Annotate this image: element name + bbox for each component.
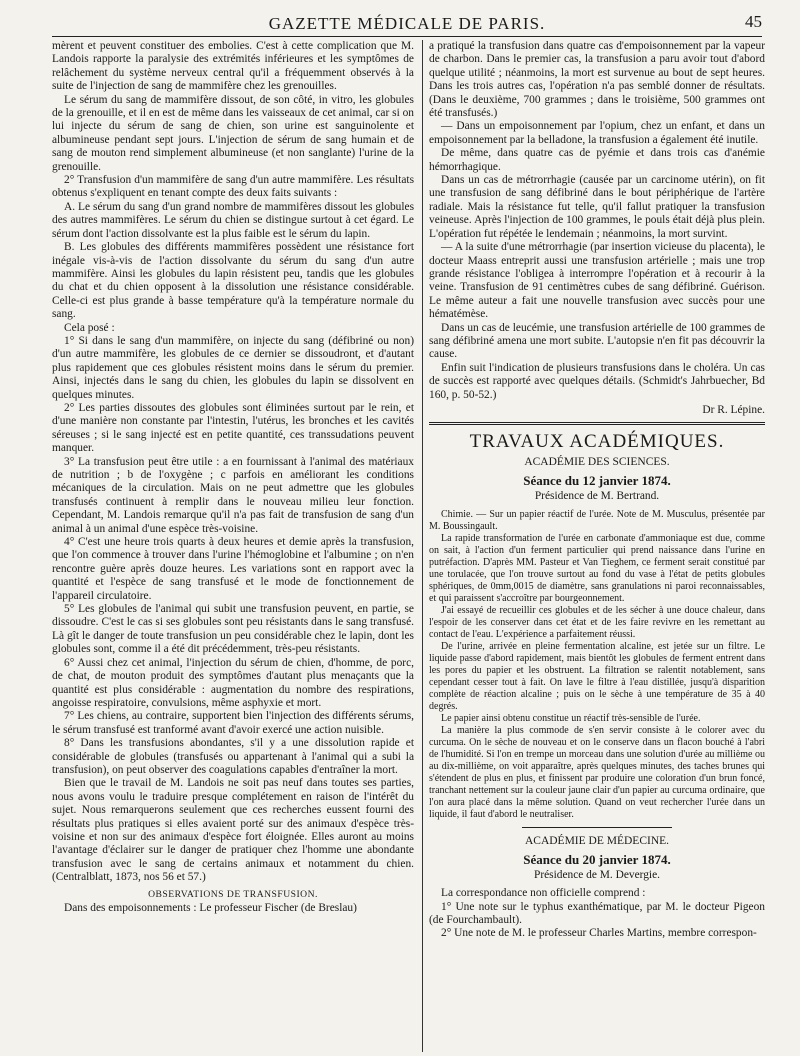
paragraph: a pratiqué la transfusion dans quatre cas d'empoisonnement par la vapeur de charbon. Dans le premier cas, la transfusion a paru avoir tout d'abord quelque utilité ; néanmoins, la mort est survenue au bout de sept heures. Dans les trois autres cas, l'opération n'a pas semblé donner de résultats. (Dans le deuxième, 700 grammes ; dans le troisième, 500 grammes ont été transfusés.) bbox=[429, 40, 765, 120]
paragraph: 1° Si dans le sang d'un mammifère, on injecte du sang (défibriné ou non) d'un autre mammifère, les globules de ce dernier se dissoudront, et d'autant plus rapidement que ces globules résistent moins dans le sérum du premier. Ainsi, injectés dans le sang du chien, les globules du lapin se dissolvent en quelques minutes. bbox=[52, 334, 414, 401]
paragraph: De même, dans quatre cas de pyémie et dans trois cas d'anémie hémorrhagique. bbox=[429, 147, 765, 173]
page-number: 45 bbox=[745, 12, 762, 31]
paragraph: A. Le sérum du sang d'un grand nombre de mammifères dissout les globules des autres mammifères. Le sérum du chien se distingue surtout à cet égard. Le sérum dont l'action dissolvante est la plus faible est le sérum du lapin. bbox=[52, 200, 414, 240]
paragraph: — A la suite d'une métrorrhagie (par insertion vicieuse du placenta), le docteur Maass entreprit aussi une transfusion artérielle ; mais une trop grande résistance l'obligea à interrompre l'opération et à recourir à la veine. Transfusion de 91 centimètres cubes de sang défibriné. Guérison. Le même auteur a fait une nouvelle transfusion avec succès pour une hématémèse. bbox=[429, 241, 765, 321]
paragraph: Enfin suit l'indication de plusieurs transfusions dans le choléra. Un cas de succès est rapporté avec quelques détails. (Schmidt's Jahrbuecher, Bd 160, p. 50-52.) bbox=[429, 361, 765, 401]
paragraph: La correspondance non officielle comprend : bbox=[441, 887, 646, 900]
paragraph: Dans des empoisonnements : Le professeur Fischer (de Breslau) bbox=[64, 902, 357, 914]
paragraph: J'ai essayé de recueillir ces globules et de les sécher à une douce chaleur, dans l'espoir de les conserver dans cet état et de les faire revivre en les remettant au contact de l'eau. L'expérience a parfaitement réussi. bbox=[429, 604, 765, 640]
presidency: Présidence de M. Bertrand. bbox=[534, 490, 660, 503]
academy-name: ACADÉMIE DES SCIENCES. bbox=[524, 456, 670, 469]
section-rule bbox=[522, 827, 672, 828]
paragraph: B. Les globules des différents mammifères possèdent une résistance fort inégale vis-à-vis de l'action dissolvante du sérum du sang d'un autre mammifère. Ainsi les globules du lapin résistent peu, tandis que les globules du chat et du chien opposent à la dissolution une résistance considérable. Celle-ci est plus grande à basse température qu'à la température normale du sang. bbox=[52, 241, 414, 321]
academy-name: ACADÉMIE DE MÉDECINE. bbox=[524, 834, 670, 847]
paragraph: De l'urine, arrivée en pleine fermentation alcaline, est jetée sur un filtre. Le liquide passe d'abord rapidement, mais bientôt les globules de ferment entrent dans les pores du papier et les obstruent. La filtration se ralentit notablement, sans cependant cesser tout à fait. On lave le filtre à l'eau distillée, jusqu'à disparition complète de réaction alcaline ; puis on le sèche à une température de 35 à 40 degrés. bbox=[429, 640, 765, 712]
paragraph: Cela posé : bbox=[64, 321, 115, 334]
paragraph: 2° Transfusion d'un mammifère de sang d'un autre mammifère. Les résultats obtenus s'expliquent en tenant compte des deux faits suivants : bbox=[52, 174, 414, 200]
paragraph: mèrent et peuvent constituer des embolies. C'est à cette complication que M. Landois rapporte la paralysie des extrémités inférieures et les symptômes de relâchement du système nerveux central qu'il a fréquemment observés à la suite de l'injection de sang de mammifère chez les grenouilles. bbox=[52, 40, 414, 93]
journal-title: GAZETTE MÉDICALE DE PARIS. bbox=[268, 14, 546, 33]
seance-date: Séance du 20 janvier 1874. bbox=[523, 851, 671, 867]
paragraph: Chimie. — Sur un papier réactif de l'urée. Note de M. Musculus, présentée par M. Boussingault. bbox=[429, 508, 765, 532]
presidency: Présidence de M. Devergie. bbox=[534, 868, 660, 881]
paragraph: — Dans un empoisonnement par l'opium, chez un enfant, et dans un empoisonnement par la belladone, la transfusion a également été inutile. bbox=[429, 120, 765, 146]
paragraph: Dans un cas de métrorrhagie (causée par un carcinome utérin), on fit une transfusion de sang défibriné dans le bout périphérique de l'artère radiale. Mais la résistance fut telle, qu'il fallut pratiquer la transfusion veineuse. Après l'injection de 100 grammes, le pouls était déjà plus plein. L'opération fut répétée le lendemain ; néanmoins, la mort survint. bbox=[429, 174, 765, 240]
author-signature: Dr R. Lépine. bbox=[702, 403, 765, 416]
right-column bbox=[429, 40, 765, 1052]
paragraph: 1° Une note sur le typhus exanthématique, par M. le docteur Pigeon (de Fourchambault). bbox=[429, 900, 765, 926]
paragraph: Le sérum du sang de mammifère dissout, de son côté, in vitro, les globules de la grenouille, et il en est de même dans les vaisseaux de cet animal, car si on lui injecte du sérum de sang de chien, son urine est sanguinolente et albumineuse pendant sept jours. L'injection de sérum de sang humain et de sang de mouton rend simplement albumineuse (et non sanglante) l'urine de la grenouille. bbox=[52, 93, 414, 173]
paragraph: Dans un cas de leucémie, une transfusion artérielle de 100 grammes de sang défibriné amena une mort subite. L'autopsie n'en fit pas découvrir la cause. bbox=[429, 321, 765, 361]
paragraph: La manière la plus commode de s'en servir consiste à le colorer avec du curcuma. On le sèche de nouveau et on le conserve dans un flacon bouché à l'abri de l'humidité. Si l'on en trempe un morceau dans une solution d'urée au millième ou au dix-millième, on voit apparaître, après quelques minutes, des taches brunes qui s'étendent de plus en plus, et finissent par produire une coloration d'un brun foncé, tranchant nettement sur la couleur jaune clair d'un papier au curcuma ordinaire, que l'on aura placé dans la même solution. Quand on veut rechercher l'urée dans un liquide, il faut d'abord le neutraliser. bbox=[429, 724, 765, 820]
left-column bbox=[52, 40, 414, 1052]
paragraph: 4° C'est une heure trois quarts à deux heures et demie après la transfusion, que l'on commence à trouver dans l'urine l'hémoglobine et l'albumine ; on n'en rencontre guère après douze heures. Les variations sont en rapport avec la quantité et l'espèce de sang transfusé et le mode de fonctionnement de l'appareil circulatoire. bbox=[52, 536, 414, 602]
observations-heading: OBSERVATIONS DE TRANSFUSION. bbox=[148, 888, 318, 900]
page-header bbox=[52, 6, 762, 37]
paragraph: 2° Une note de M. le professeur Charles Martins, membre correspon- bbox=[441, 927, 757, 940]
seance-date: Séance du 12 janvier 1874. bbox=[523, 473, 671, 489]
section-title: TRAVAUX ACADÉMIQUES. bbox=[469, 431, 725, 453]
column-divider bbox=[422, 40, 423, 1052]
paragraph: La rapide transformation de l'urée en carbonate d'ammoniaque est due, comme on sait, à l'action d'un ferment particulier qui prend naissance dans l'urine en putréfaction. D'après MM. Pasteur et Van Tieghem, ce ferment serait constitué par une torulacée, que l'on trouve surtout au fond du vase à l'état de petits globules sphériques, de 0mm,0015 de diamètre, sans granulations ni paroi reconnaissables, et qui paraissent s'accroître par bourgeonnement. bbox=[429, 532, 765, 604]
paragraph: 8° Dans les transfusions abondantes, s'il y a une dissolution rapide et considérable de globules (transfusés ou appartenant à l'animal qui a subi la transfusion), on peut observer des coagulations capables d'entraîner la mort. bbox=[52, 737, 414, 776]
paragraph: 7° Les chiens, au contraire, supportent bien l'injection des différents sérums, le sérum transfusé est tranformé avant d'avoir exercé une action nuisible. bbox=[52, 710, 414, 736]
section-rule bbox=[429, 422, 765, 425]
paragraph: Le papier ainsi obtenu constitue un réactif très-sensible de l'urée. bbox=[441, 712, 701, 724]
paragraph: 2° Les parties dissoutes des globules sont éliminées surtout par le rein, et d'une manière non constante par l'intestin, l'utérus, les bronches et les cavités séreuses ; si le sang injecté est en petite quantité, ces transsudations peuvent manquer. bbox=[52, 401, 414, 455]
paragraph: Bien que le travail de M. Landois ne soit pas neuf dans toutes ses parties, nous avons voulu le traduire presque complétement en raison de l'intérêt du sujet. Nous remarquerons seulement que ces recherches eussent fourni des résultats plus pratiques si elles avaient porté sur des animaux d'espèce très-voisine et non sur des animaux d'espèce fort éloignée. Elles auront au moins l'avantage d'éclairer sur le danger de pratiquer chez l'homme une abondante transfusion avec le sang de certains animaux et notamment du chien. (Centralblatt, 1873, nos 56 et 57.) bbox=[52, 777, 414, 884]
paragraph: 3° La transfusion peut être utile : a en fournissant à l'animal des matériaux de nutrition ; b de l'oxygène ; c parfois en améliorant les conditions mécaniques de la circulation. Mais on ne peut admettre que les globules transfusés continuent à remplir dans le nouveau milieu leur fonction. Cependant, M. Landois remarque qu'il n'a pas fait de transfusion de sang d'un animal à un animal d'une espèce très-voisine. bbox=[52, 455, 414, 535]
paragraph: 5° Les globules de l'animal qui subit une transfusion peuvent, en partie, se dissoudre. C'est le cas si ses globules sont peu résistants dans le sang transfusé. Là gît le danger de toute transfusion un peu considérable chez le lapin, dont les globules sont, comme il a été dit précédemment, très-peu résistants. bbox=[52, 603, 414, 656]
paragraph: 6° Aussi chez cet animal, l'injection du sérum de chien, d'homme, de porc, de chat, de mouton produit des symptômes d'autant plus menaçants que la quantité est plus considérable : augmentation du nombre des respirations, angoisse respiratoire, convulsions, même asphyxie et mort. bbox=[52, 656, 414, 709]
